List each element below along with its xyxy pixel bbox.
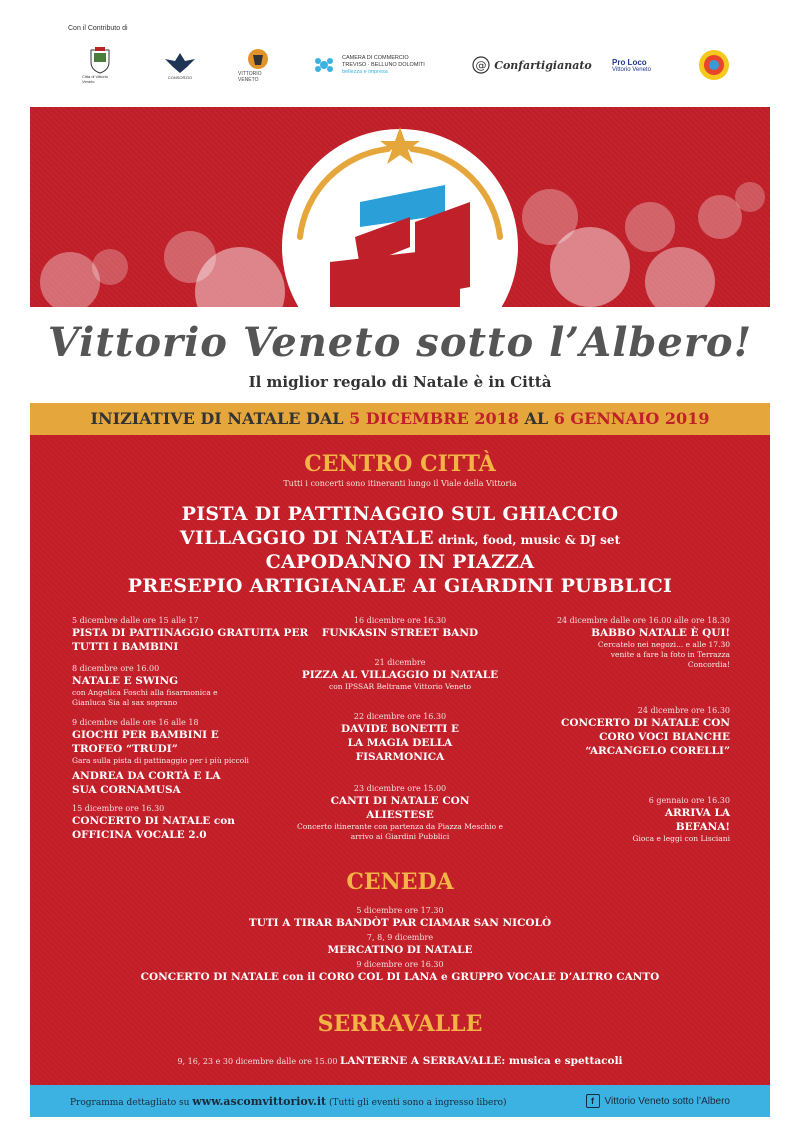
event-item: 24 dicembre dalle ore 16.00 alle ore 18.30 BABBO NATALE È QUI! Cercatelo nei negozi... e alle 17.30 venite a fare la foto in Terrazza Concordia! xyxy=(556,616,730,669)
sponsor-label: Con il Contributo di xyxy=(68,25,128,32)
event-item: 21 dicembre PIZZA AL VILLAGGIO DI NATALE con IPSSAR Beltrame Vittorio Veneto xyxy=(301,658,499,691)
highlight-pista: PISTA DI PATTINAGGIO SUL GHIACCIO xyxy=(181,503,619,525)
comune-logo: Città di Vittorio Veneto xyxy=(82,42,118,88)
highlight-presepio: PRESEPIO ARTIGIANALE AI GIARDINI PUBBLICI xyxy=(127,575,673,597)
hero-banner xyxy=(30,107,770,307)
round-badge-icon xyxy=(698,49,730,81)
event-item: 9, 16, 23 e 30 dicembre dalle ore 15.00 LANTERNE A SERRAVALLE: musica e spettacoli xyxy=(177,1055,623,1067)
program-body xyxy=(30,435,770,1085)
camera-commercio-logo: CAMERA DI COMMERCIO TREVISO · BELLUNO DOLOMITI bellezza e impresa xyxy=(312,42,462,88)
footer-band xyxy=(30,1085,770,1117)
poster xyxy=(30,107,770,1117)
event-item: 5 dicembre dalle ore 15 alle 17 PISTA DI PATTINAGGIO GRATUITA PER TUTTI I BAMBINI xyxy=(72,616,309,653)
page-title: Vittorio Veneto sotto l’Albero! xyxy=(47,319,753,366)
eagle-icon xyxy=(163,51,197,75)
vv-emblem-icon xyxy=(270,107,530,307)
regione-logo: CONSORZIO xyxy=(156,42,204,88)
date-range-banner: INIZIATIVE DI NATALE DAL 5 DICEMBRE 2018 AL 6 GENNAIO 2019 xyxy=(30,403,770,435)
event-item: 6 gennaio ore 16.30 ARRIVA LA BEFANA! Gioca e leggi con Lisciani xyxy=(632,796,730,843)
event-item: 23 dicembre ore 15.00 CANTI DI NATALE CON ALIESTESE Concerto itinerante con partenza da Piazza Meschio e arrivo ai Giardini Pubblici xyxy=(297,784,503,841)
event-item: 9 dicembre ore 16.30 CONCERTO DI NATALE con il CORO COL DI LANA e GRUPPO VOCALE D’ALTRO CANTO xyxy=(140,960,660,983)
confartigianato-logo: @ Confartigianato xyxy=(472,42,592,88)
centro-note: Tutti i concerti sono itineranti lungo il Viale della Vittoria xyxy=(283,479,517,488)
event-item: 8 dicembre ore 16.00 NATALE E SWING con Angelica Foschi alla fisarmonica e Gianluca Sia al sax soprano xyxy=(72,664,218,707)
section-title-ceneda: CENEDA xyxy=(346,869,454,895)
event-item: 9 dicembre dalle ore 16 alle 18 GIOCHI PER BAMBINI E TROFEO “TRUDI” Gara sulla pista di pattinaggio per i più piccoli xyxy=(72,718,249,765)
section-title-centro: CENTRO CITTÀ xyxy=(304,451,496,477)
svg-text:@: @ xyxy=(475,59,487,72)
event-item: 24 dicembre ore 16.30 CONCERTO DI NATALE CON CORO VOCI BIANCHE “ARCANGELO CORELLI” xyxy=(561,706,730,757)
event-item: 15 dicembre ore 16.30 CONCERTO DI NATALE con OFFICINA VOCALE 2.0 xyxy=(72,804,235,841)
facebook-icon: f xyxy=(586,1094,600,1108)
highlight-villaggio: VILLAGGIO DI NATALE drink, food, music & DJ set xyxy=(179,527,621,549)
flower-icon xyxy=(312,53,336,77)
footer-program-info: Programma dettagliato su www.ascomvittoriov.it (Tutti gli eventi sono a ingresso libero) xyxy=(70,1095,507,1108)
event-item: 5 dicembre ore 17.30 TUTI A TIRAR BANDÒT PAR CIAMAR SAN NICOLÒ xyxy=(248,906,552,929)
event-item: 22 dicembre ore 16.30 DAVIDE BONETTI E LA MAGIA DELLA FISARMONICA xyxy=(341,712,459,763)
confartigianato-icon xyxy=(472,56,490,74)
sponsor-bar xyxy=(0,0,800,100)
vittorio-veneto-logo: VITTORIO VENETO xyxy=(238,42,278,88)
footer-facebook[interactable]: f Vittorio Veneto sotto l’Albero xyxy=(586,1094,730,1108)
pro-loco-logo: Pro Loco Vittorio Veneto xyxy=(612,57,651,73)
highlight-capodanno: CAPODANNO IN PIAZZA xyxy=(265,551,535,573)
event-item: ANDREA DA CORTÀ E LA SUA CORNAMUSA xyxy=(72,770,221,796)
page-subtitle: Il miglior regalo di Natale è in Città xyxy=(248,373,552,391)
event-item: 16 dicembre ore 16.30 FUNKASIN STREET BAND xyxy=(321,616,479,639)
coat-of-arms-icon xyxy=(89,46,111,74)
event-item: 7, 8, 9 dicembre MERCATINO DI NATALE xyxy=(327,933,473,956)
round-badge-logo xyxy=(696,42,732,88)
section-title-serravalle: SERRAVALLE xyxy=(317,1011,483,1037)
footer-website-link[interactable]: www.ascomvittoriov.it xyxy=(192,1095,327,1108)
lion-crest-icon xyxy=(247,47,269,71)
